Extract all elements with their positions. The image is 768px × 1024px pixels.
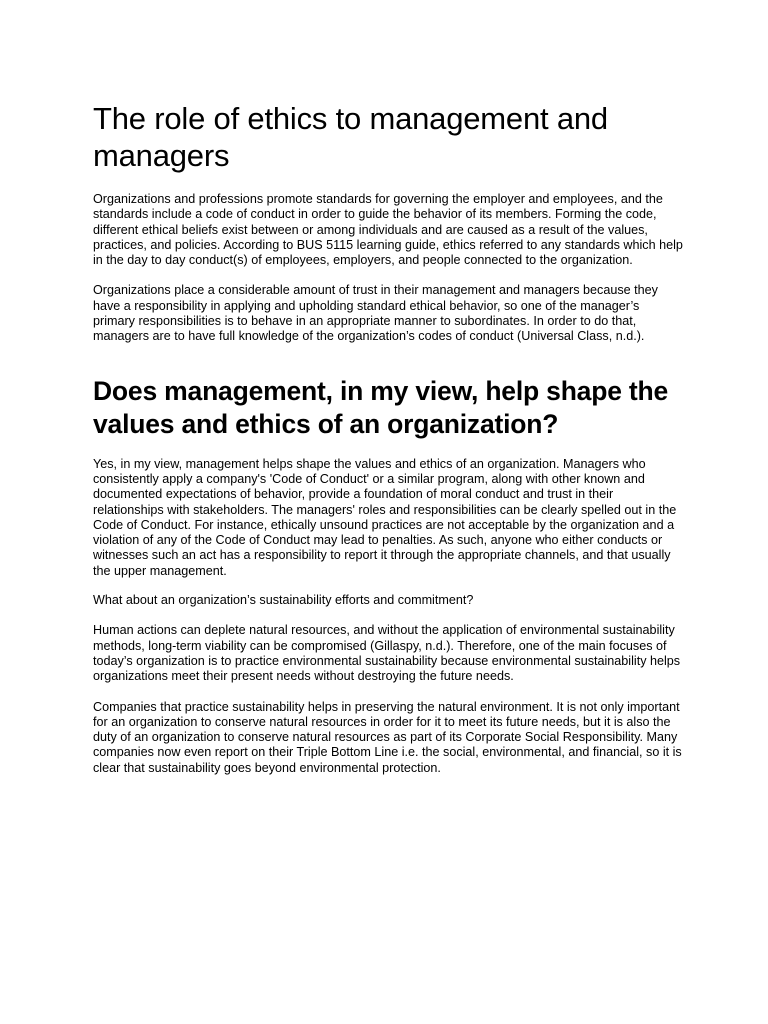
document-title: The role of ethics to management and managers [93, 101, 608, 173]
document-page [93, 100, 683, 776]
section-heading: Does management, in my view, help shape the values and ethics of an organization? [93, 375, 669, 439]
body-paragraph-3: Human actions can deplete natural resources, and without the application of environmental sustainability methods, long-term viability can be compromised (Gillaspy, n.d.). Therefore, one of the main focuses of today’s organization is to practice environmental sustainability because environmental sustainability helps organizations meet their present needs without destroying the future needs. [93, 623, 681, 684]
body-paragraph-4: Companies that practice sustainability helps in preserving the natural environment. It is not only important for an organization to conserve natural resources in order for it to meet its future needs, but it is also the duty of an organization to conserve natural resources as part of its Corporate Social Responsibility. Many companies now even report on their Triple Bottom Line i.e. the social, environmental, and financial, so it is clear that sustainability goes beyond environmental protection. [93, 699, 682, 775]
body-paragraph-2: What about an organization’s sustainability efforts and commitment? [93, 593, 474, 608]
intro-paragraph-2: Organizations place a considerable amount of trust in their management and managers because they have a responsibility in applying and upholding standard ethical behavior, so one of the manager’s primary responsibilities is to behave in an appropriate manner to subordinates. In order to do that, managers are to have full knowledge of the organization’s codes of conduct (Universal Class, n.d.). [93, 283, 658, 344]
body-paragraph-1: Yes, in my view, management helps shape the values and ethics of an organization. Managers who consistently apply a company's 'Code of Conduct' or a similar program, along with other known and documented expectations of behavior, provide a foundation of moral conduct and trust in their relationships with stakeholders. The managers' roles and responsibilities can be clearly spelled out in the Code of Conduct. For instance, ethically unsound practices are not acceptable by the organization and a violation of any of the Code of Conduct may lead to penalties. As such, anyone who either conducts or witnesses such an act has a responsibility to report it through the appropriate channels, and that usually the upper management. [93, 456, 677, 578]
intro-paragraph-1: Organizations and professions promote standards for governing the employer and employees, and the standards include a code of conduct in order to guide the behavior of its members. Forming the code, different ethical beliefs exist between or among individuals and are caused as a result of the values, practices, and policies. According to BUS 5115 learning guide, ethics referred to any standards which help in the day to day conduct(s) of employees, employers, and people connected to the organization. [93, 192, 683, 268]
